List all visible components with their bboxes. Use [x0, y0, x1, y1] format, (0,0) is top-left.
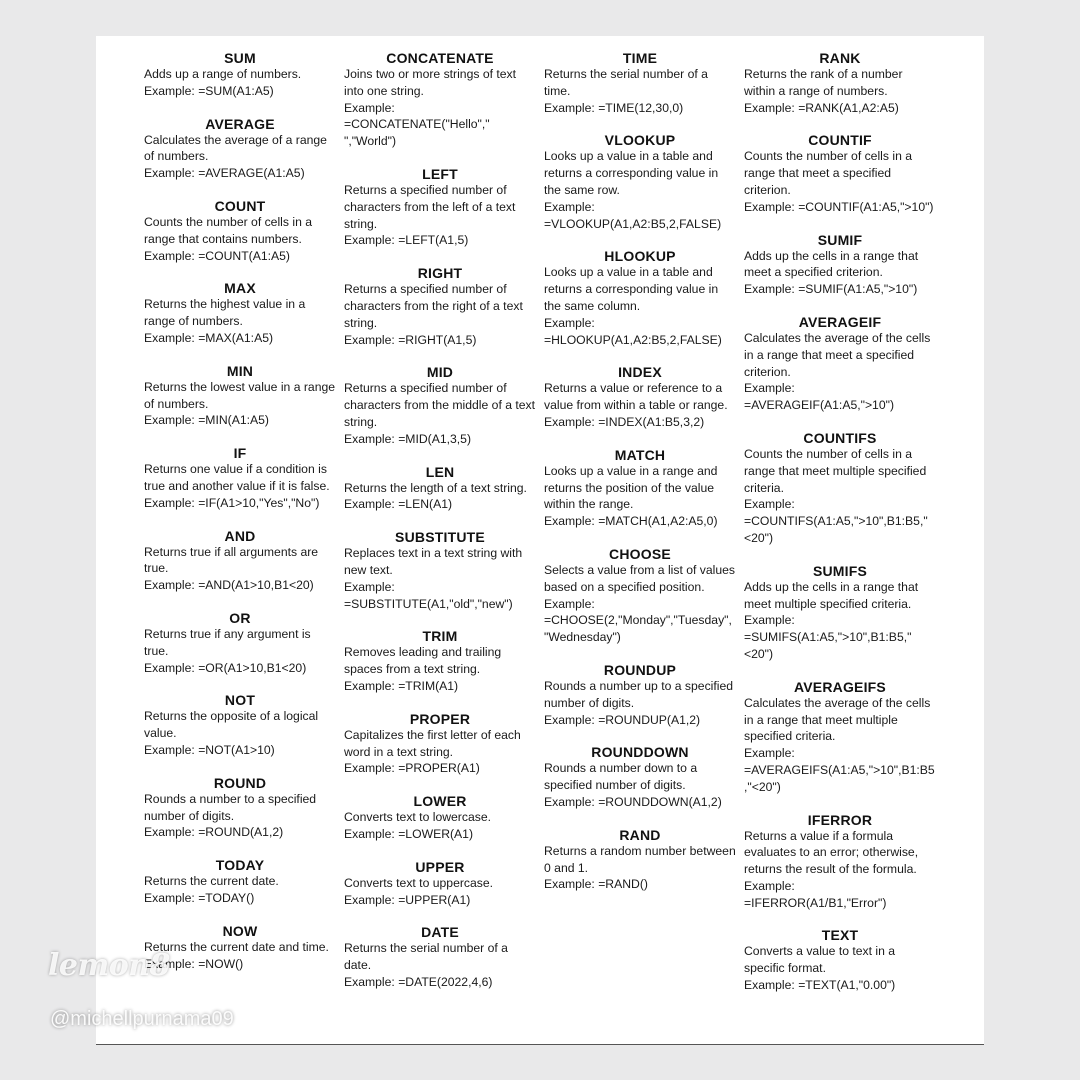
- function-entry-or: [144, 610, 336, 676]
- function-example: Example: =TRIM(A1): [344, 678, 459, 693]
- function-entry-sumif: [744, 232, 936, 298]
- function-description: Replaces text in a text string with new text.: [344, 546, 523, 577]
- function-description: Returns a value if a formula evaluates to an error; otherwise, returns the result of the formula.: [744, 828, 919, 877]
- function-example: Example: =MATCH(A1,A2:A5,0): [544, 514, 718, 529]
- function-description: Removes leading and trailing spaces from a text string.: [344, 645, 502, 677]
- function-description: Adds up the cells in a range that meet multiple specified criteria.: [744, 579, 919, 611]
- function-example: Example: =LEFT(A1,5): [344, 233, 469, 248]
- function-entry-proper: [344, 711, 536, 777]
- function-entry-mid: [344, 364, 536, 447]
- function-example: Example: =SUMIFS(A1:A5,">10",B1:B5,"<20"): [744, 613, 912, 661]
- function-description: Returns the serial number of a date.: [344, 941, 508, 973]
- function-description: Looks up a value in a table and returns a corresponding value in the same row.: [544, 149, 719, 197]
- function-description: Looks up a value in a table and returns a corresponding value in the same column.: [544, 265, 719, 313]
- function-example: Example: =SUM(A1:A5): [144, 83, 274, 98]
- function-entry-rank: [744, 50, 936, 116]
- function-name: MATCH: [614, 446, 666, 463]
- function-name: ROUND: [213, 774, 267, 791]
- function-name: HLOOKUP: [604, 248, 676, 265]
- function-example: Example: =COUNTIFS(A1:A5,">10",B1:B5,"<20"): [744, 497, 928, 545]
- function-example: Example: =DATE(2022,4,6): [344, 974, 493, 989]
- function-entry-match: [544, 447, 736, 530]
- function-description: Adds up a range of numbers.: [144, 67, 302, 81]
- function-example: Example: =IFERROR(A1/B1,"Error"): [744, 878, 887, 910]
- function-description: Returns true if any argument is true.: [144, 626, 311, 658]
- function-example: Example: =IF(A1>10,"Yes","No"): [144, 495, 320, 510]
- function-description: Returns a specified number of characters from the right of a text string.: [344, 282, 523, 330]
- function-description: Joins two or more strings of text into one string.: [344, 67, 517, 98]
- function-example: Example: =LEN(A1): [344, 497, 453, 512]
- function-description: Returns the serial number of a time.: [544, 67, 708, 98]
- function-entry-time: [544, 50, 736, 116]
- function-example: Example: =ROUND(A1,2): [144, 825, 284, 840]
- function-name: AVERAGEIF: [798, 313, 882, 330]
- function-name: VLOOKUP: [604, 132, 676, 149]
- function-name: TIME: [622, 50, 658, 66]
- function-entry-right: [344, 265, 536, 348]
- function-name: MIN: [226, 362, 254, 379]
- function-description: Converts a value to text in a specific format.: [744, 944, 896, 976]
- function-name: INDEX: [618, 364, 662, 381]
- function-entry-rand: [544, 827, 736, 893]
- function-example: Example: =OR(A1>10,B1<20): [144, 660, 307, 675]
- function-description: Converts text to lowercase.: [344, 810, 491, 825]
- function-description: Returns one value if a condition is true and another value if it is false.: [144, 462, 330, 493]
- function-description: Returns the highest value in a range of numbers.: [144, 297, 306, 329]
- function-name: ROUNDDOWN: [591, 744, 689, 761]
- function-name: TEXT: [821, 927, 859, 944]
- function-name: RAND: [619, 826, 661, 843]
- function-example: Example: =AVERAGEIF(A1:A5,">10"): [744, 381, 894, 413]
- function-description: Looks up a value in a range and returns the position of the value within the range.: [544, 463, 718, 512]
- function-name: PROPER: [409, 710, 471, 727]
- function-description: Returns a specified number of characters from the left of a text string.: [344, 182, 516, 231]
- function-description: Returns a random number between 0 and 1.: [544, 843, 736, 875]
- function-description: Returns the current date.: [144, 874, 279, 889]
- function-entry-hlookup: [544, 248, 736, 348]
- function-name: IFERROR: [807, 811, 873, 828]
- function-name: SUMIF: [817, 231, 863, 248]
- function-description: Counts the number of cells in a range that contains numbers.: [144, 214, 313, 246]
- function-example: Example: =TODAY(): [144, 890, 255, 905]
- function-entry-not: [144, 692, 336, 758]
- function-example: Example: =MID(A1,3,5): [344, 431, 471, 446]
- function-entry-lower: [344, 793, 536, 843]
- function-entry-text: [744, 927, 936, 993]
- function-description: Returns a value or reference to a value from within a table or range.: [544, 381, 728, 413]
- function-entry-index: [544, 364, 736, 430]
- function-example: Example: =MAX(A1:A5): [144, 330, 274, 345]
- function-example: Example: =AND(A1>10,B1<20): [144, 578, 314, 593]
- function-entry-len: [344, 464, 536, 514]
- function-example: Example: =UPPER(A1): [344, 892, 471, 907]
- function-name: COUNT: [214, 197, 266, 214]
- function-name: DATE: [421, 924, 459, 941]
- function-example: Example: =INDEX(A1:B5,3,2): [544, 414, 705, 429]
- function-entry-averageifs: [744, 679, 936, 796]
- function-description: Calculates the average of a range of numbers.: [144, 132, 327, 164]
- function-example: Example: =RANK(A1,A2:A5): [744, 100, 899, 115]
- function-description: Rounds a number up to a specified number of digits.: [544, 678, 734, 710]
- function-name: LOWER: [413, 793, 467, 810]
- formula-sheet: [96, 36, 984, 1044]
- function-example: Example: =RIGHT(A1,5): [344, 332, 477, 347]
- function-description: Returns the lowest value in a range of numbers.: [144, 379, 336, 411]
- bottom-divider: [96, 1044, 984, 1045]
- function-name: ROUNDUP: [603, 661, 677, 678]
- function-entry-averageif: [744, 314, 936, 414]
- function-name: NOT: [224, 692, 256, 709]
- function-example: Example: =CONCATENATE("Hello"," ","World"): [344, 100, 490, 149]
- function-entry-if: [144, 445, 336, 511]
- function-name: SUM: [224, 50, 256, 66]
- function-entry-round: [144, 775, 336, 841]
- function-description: Adds up the cells in a range that meet a specified criterion.: [744, 248, 919, 280]
- function-example: Example: =CHOOSE(2,"Monday","Tuesday","Wednesday"): [544, 596, 732, 645]
- function-name: LEFT: [422, 165, 458, 182]
- function-example: Example: =LOWER(A1): [344, 826, 474, 841]
- function-entry-max: [144, 280, 336, 346]
- function-entry-average: [144, 116, 336, 182]
- function-entry-trim: [344, 628, 536, 694]
- function-description: Counts the number of cells in a range that meet a specified criterion.: [744, 149, 913, 197]
- function-entry-sumifs: [744, 563, 936, 663]
- function-name: UPPER: [415, 858, 465, 875]
- function-name: RIGHT: [417, 265, 463, 282]
- column-3: [544, 50, 736, 909]
- function-description: Counts the number of cells in a range that meet multiple specified criteria.: [744, 446, 927, 495]
- function-description: Capitalizes the first letter of each word in a text string.: [344, 727, 521, 759]
- function-name: AND: [224, 527, 256, 544]
- function-name: TODAY: [215, 857, 265, 874]
- column-4: [744, 50, 936, 1010]
- function-description: Calculates the average of the cells in a range that meet a specified criterion.: [744, 330, 931, 379]
- function-example: Example: =ROUNDUP(A1,2): [544, 712, 701, 727]
- function-entry-left: [344, 166, 536, 249]
- function-name: NOW: [222, 922, 258, 939]
- function-name: CHOOSE: [609, 545, 671, 562]
- function-description: Selects a value from a list of values based on a specified position.: [544, 562, 736, 594]
- function-name: MAX: [224, 280, 256, 297]
- function-entry-choose: [544, 546, 736, 646]
- function-description: Returns the rank of a number within a range of numbers.: [744, 67, 903, 98]
- function-entry-substitute: [344, 529, 536, 612]
- function-description: Converts text to uppercase.: [344, 875, 494, 890]
- function-description: Calculates the average of the cells in a range that meet multiple specified criteria.: [744, 695, 931, 744]
- function-name: LEN: [425, 463, 455, 480]
- function-example: Example: =AVERAGE(A1:A5): [144, 166, 305, 181]
- function-example: Example: =RAND(): [544, 877, 648, 892]
- function-example: Example: =COUNT(A1:A5): [144, 248, 290, 263]
- function-name: AVERAGEIFS: [794, 678, 886, 695]
- function-description: Returns true if all arguments are true.: [144, 544, 319, 576]
- function-description: Returns the current date and time.: [144, 939, 329, 954]
- function-entry-concatenate: [344, 50, 536, 150]
- function-name: SUBSTITUTE: [395, 529, 485, 546]
- function-name: IF: [233, 445, 247, 462]
- function-entry-min: [144, 363, 336, 429]
- function-name: COUNTIF: [808, 132, 872, 149]
- function-description: Rounds a number to a specified number of digits.: [144, 791, 317, 823]
- function-entry-count: [144, 198, 336, 264]
- function-example: Example: =SUMIF(A1:A5,">10"): [744, 282, 918, 297]
- function-entry-now: [144, 923, 336, 973]
- watermark-handle: @michellpurnama09: [50, 1008, 234, 1030]
- function-description: Rounds a number down to a specified number of digits.: [544, 761, 698, 793]
- function-entry-roundup: [544, 662, 736, 728]
- function-example: Example: =MIN(A1:A5): [144, 413, 269, 428]
- function-example: Example: =NOW(): [144, 956, 244, 971]
- function-example: Example: =ROUNDDOWN(A1,2): [544, 794, 722, 809]
- function-entry-date: [344, 924, 536, 990]
- lemon8-logo: lemon8: [48, 948, 170, 983]
- function-example: Example: =VLOOKUP(A1,A2:B5,2,FALSE): [544, 199, 722, 231]
- function-description: Returns the opposite of a logical value.: [144, 709, 319, 741]
- function-description: Returns a specified number of characters from the middle of a text string.: [344, 381, 536, 429]
- function-name: AVERAGE: [205, 115, 275, 132]
- function-name: TRIM: [422, 628, 458, 645]
- function-example: Example: =PROPER(A1): [344, 761, 480, 776]
- function-entry-sum: [144, 50, 336, 100]
- function-example: Example: =TIME(12,30,0): [544, 100, 684, 115]
- function-name: SUMIFS: [812, 562, 868, 579]
- function-description: Returns the length of a text string.: [344, 480, 527, 495]
- function-name: CONCATENATE: [386, 50, 494, 66]
- function-example: Example: =SUBSTITUTE(A1,"old","new"): [344, 579, 513, 611]
- function-example: Example: =HLOOKUP(A1,A2:B5,2,FALSE): [544, 315, 722, 347]
- function-example: Example: =COUNTIF(A1:A5,">10"): [744, 199, 934, 214]
- function-entry-countif: [744, 132, 936, 215]
- function-entry-countifs: [744, 430, 936, 547]
- function-example: Example: =NOT(A1>10): [144, 742, 275, 757]
- function-entry-vlookup: [544, 132, 736, 232]
- function-example: Example: =TEXT(A1,"0.00"): [744, 978, 896, 993]
- function-name: COUNTIFS: [803, 429, 877, 446]
- function-entry-today: [144, 857, 336, 907]
- function-name: MID: [426, 364, 454, 381]
- function-entry-upper: [344, 859, 536, 909]
- function-name: RANK: [819, 50, 861, 66]
- function-entry-and: [144, 528, 336, 594]
- column-2: [344, 50, 536, 1007]
- function-entry-iferror: [744, 812, 936, 912]
- column-1: [144, 50, 336, 988]
- function-entry-rounddown: [544, 744, 736, 810]
- function-name: OR: [229, 609, 251, 626]
- function-example: Example: =AVERAGEIFS(A1:A5,">10",B1:B5,"<20"): [744, 746, 935, 794]
